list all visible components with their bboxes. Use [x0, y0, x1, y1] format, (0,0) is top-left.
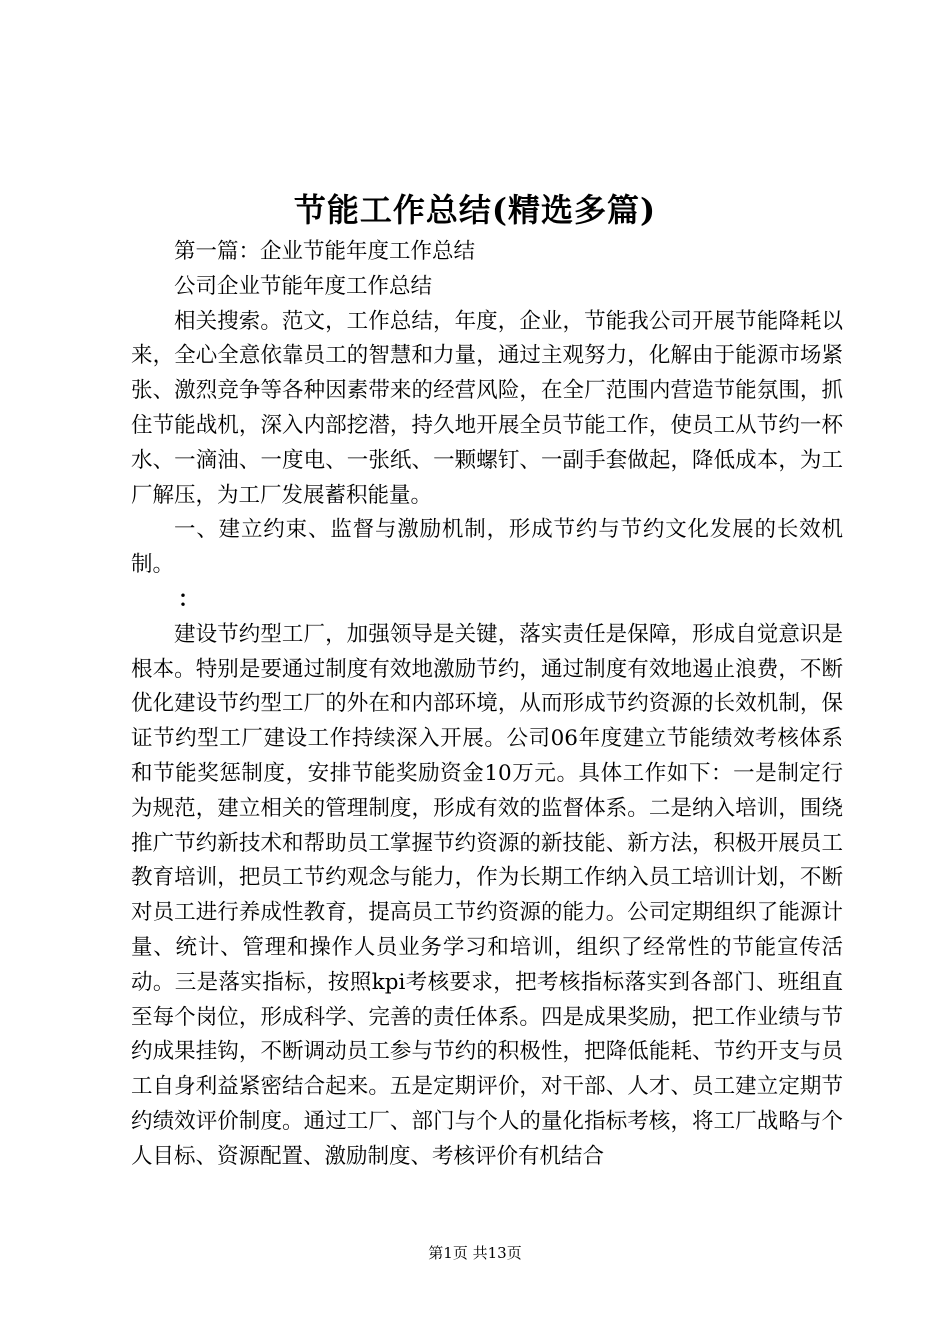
document-title: 节能工作总结(精选多篇): [293, 191, 657, 229]
paragraph-point-one: 一、建立约束、监督与激励机制，形成节约与节约文化发展的长效机制。: [131, 517, 843, 578]
paragraph-intro: 相关搜索。范文，工作总结，年度，企业，节能我公司开展节能降耗以来，全心全意依靠员工的智慧和力量，通过主观努力，化解由于能源市场紧张、激烈竞争等各种因素带来的经营风险，在全厂范围内营造节能氛围，抓住节能战机，深入内部挖潜，持久地开展全员节能工作，使员工从节约一杯水、一滴油、一度电、一张纸、一颗螺钉、一副手套做起，降低成本，为工厂解压，为工厂发展蓄积能量。: [131, 308, 843, 508]
subheading: 公司企业节能年度工作总结: [174, 273, 433, 299]
colon-mark: ：: [178, 586, 200, 612]
page-number-footer: 第1页 共13页: [428, 1244, 522, 1262]
paragraph-main: 建设节约型工厂，加强领导是关键，落实责任是保障，形成自觉意识是根本。特别是要通过制度有效地激励节约，通过制度有效地遏止浪费，不断优化建设节约型工厂的外在和内部环境，从而形成节约资源的长效机制，保证节约型工厂建设工作持续深入开展。公司06年度建立节能绩效考核体系和节能奖惩制度，安排节能奖励资金10万元。具体工作如下：一是制定行为规范，建立相关的管理制度，形成有效的监督体系。二是纳入培训，围绕推广节约新技术和帮助员工掌握节约资源的新技能、新方法，积极开展员工教育培训，把员工节约观念与能力，作为长期工作纳入员工培训计划，不断对员工进行养成性教育，提高员工节约资源的能力。公司定期组织了能源计量、统计、管理和操作人员业务学习和培训，组织了经常性的节能宣传活动。三是落实指标，按照kpi考核要求，把考核指标落实到各部门、班组直至每个岗位，形成科学、完善的责任体系。四是成果奖励，把工作业绩与节约成果挂钩，不断调动员工参与节约的积极性，把降低能耗、节约开支与员工自身利益紧密结合起来。五是定期评价，对干部、人才、员工建立定期节约绩效评价制度。通过工厂、部门与个人的量化指标考核，将工厂战略与个人目标、资源配置、激励制度、考核评价有机结合: [131, 621, 843, 1169]
document-body: [131, 235, 843, 1175]
section-heading: 第一篇：企业节能年度工作总结: [174, 239, 476, 264]
